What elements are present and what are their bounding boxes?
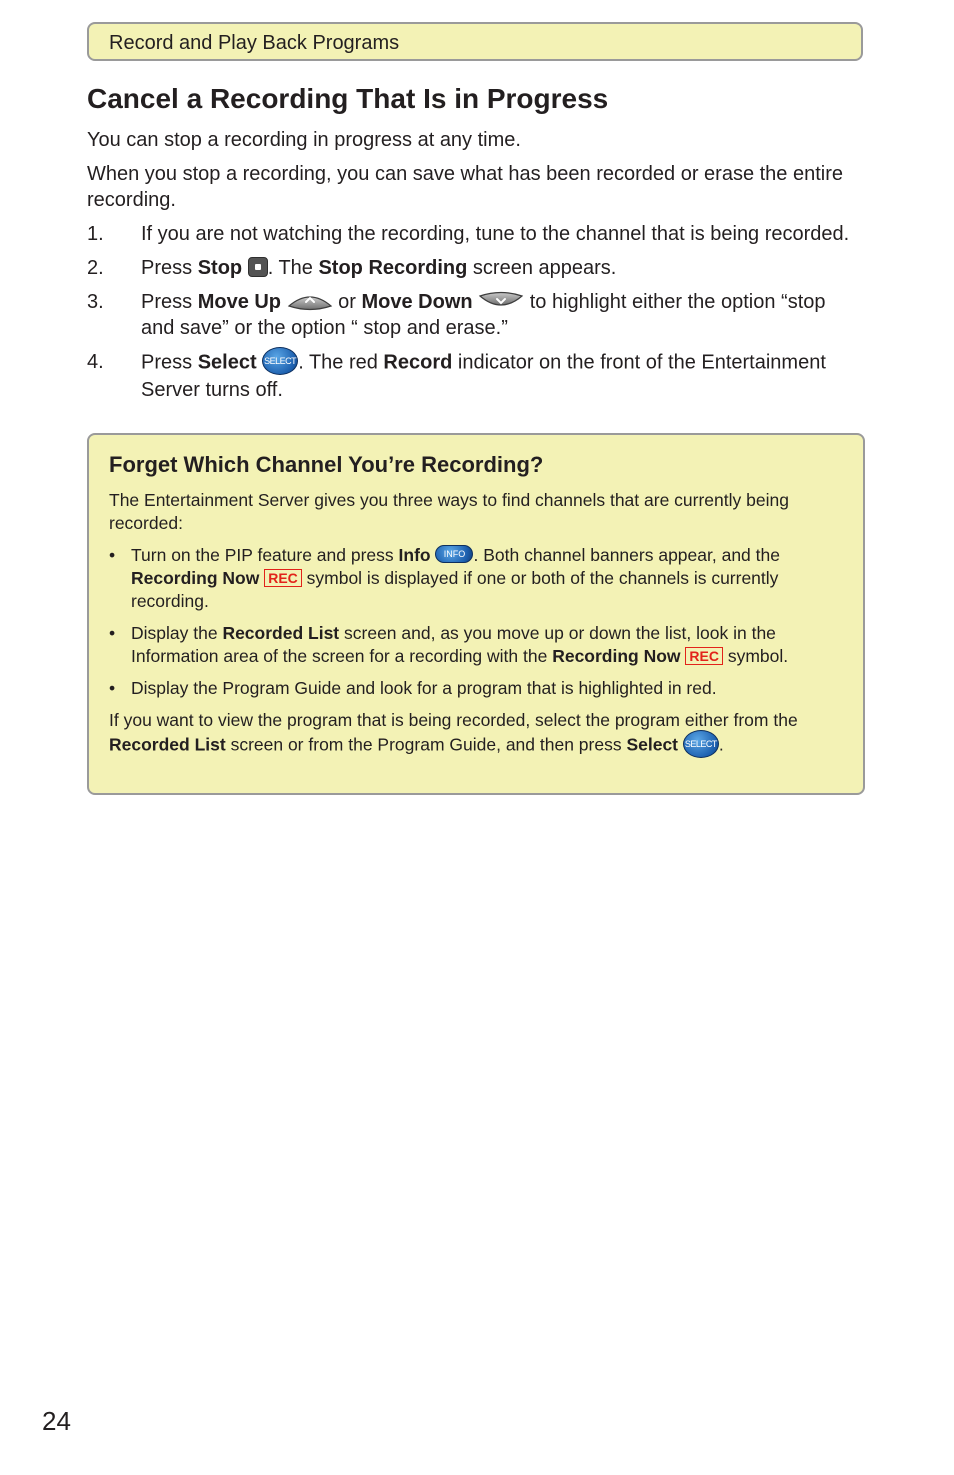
tip-box: [87, 433, 865, 795]
step-text: Press: [141, 351, 198, 374]
page-title: Cancel a Recording That Is in Progress: [87, 83, 609, 114]
recording-now-label: Recording Now: [131, 568, 260, 588]
tip-text: If you want to view the program that is being recorded, select the program either from the: [109, 710, 798, 730]
select-button-label: Select: [626, 734, 679, 755]
recorded-list-label: Recorded List: [222, 623, 340, 643]
step-3: [87, 289, 863, 341]
tip-bullet-3: [109, 677, 841, 700]
tip-text: . Both channel banners appear, and the: [473, 545, 780, 565]
intro-paragraph-1: You can stop a recording in progress at any time.: [87, 129, 521, 151]
tip-bullet-1: [109, 544, 841, 613]
tip-intro: The Entertainment Server gives you three ways to find channels that are currently being recorded:: [109, 490, 789, 533]
step-text: Press: [141, 257, 198, 279]
step-4: [87, 349, 863, 403]
step-number: 3.: [87, 291, 104, 313]
info-button-icon: INFO: [435, 545, 473, 563]
step-text: screen appears.: [467, 257, 617, 279]
info-button-label: Info: [398, 545, 431, 565]
move-down-button-icon: [478, 291, 524, 311]
step-number: 2.: [87, 257, 104, 279]
tip-text: symbol is displayed if one or both of the channels is currently recording.: [131, 568, 779, 611]
tip-text: symbol.: [727, 646, 789, 666]
page-number: 24: [42, 1406, 71, 1436]
bullet-mark: •: [109, 623, 116, 643]
step-text: or: [332, 291, 362, 313]
step-number: 1.: [87, 223, 104, 245]
bullet-mark: •: [109, 545, 116, 565]
recorded-list-label: Recorded List: [109, 734, 226, 755]
select-button-label: Select: [197, 351, 257, 374]
recording-now-label: Recording Now: [552, 646, 681, 666]
tip-text: Display the: [131, 623, 223, 643]
stop-recording-screen-name: Stop Recording: [318, 257, 468, 279]
step-text: . The red: [298, 351, 384, 374]
select-button-icon: SELECT: [683, 730, 719, 758]
step-text: If you are not watching the recording, tune to the channel that is being recorded.: [141, 223, 850, 245]
step-text: . The: [267, 257, 319, 279]
section-header-bar: [87, 22, 863, 61]
tip-text: .: [718, 734, 724, 755]
move-up-button-label: Move Up: [197, 291, 282, 313]
tip-text: Display the Program Guide and look for a program that is highlighted in red.: [131, 678, 717, 698]
tip-bullet-list: [109, 544, 841, 700]
bullet-mark: •: [109, 678, 116, 698]
tip-outro: [109, 709, 841, 760]
rec-indicator-icon: REC: [264, 569, 302, 587]
step-text: indicator on the front of the Entertainment Server turns off.: [141, 351, 826, 401]
step-text: Press: [141, 291, 198, 313]
rec-indicator-icon: REC: [685, 647, 723, 665]
stop-button-icon: [248, 257, 268, 277]
intro-paragraph-2: When you stop a recording, you can save what has been recorded or erase the entire recording.: [87, 163, 844, 211]
tip-text: screen and, as you move up or down the list, look in the Information area of the screen for a recording with the: [131, 623, 776, 666]
step-number: 4.: [87, 351, 104, 373]
record-indicator-label: Record: [383, 351, 453, 374]
step-text: to highlight either the option “stop and save” or the option “ stop and erase.”: [141, 291, 826, 339]
tip-bullet-2: [109, 622, 841, 668]
tip-text: screen or from the Program Guide, and then press: [225, 734, 627, 755]
select-button-icon: SELECT: [262, 347, 298, 375]
tip-text: Turn on the PIP feature and press: [131, 545, 399, 565]
tip-title: Forget Which Channel You’re Recording?: [109, 452, 544, 477]
stop-button-label: Stop: [197, 257, 243, 279]
step-1: [87, 221, 863, 247]
move-down-button-label: Move Down: [361, 291, 473, 313]
move-up-button-icon: [287, 291, 333, 311]
steps-list: [87, 221, 863, 403]
main-content: [87, 127, 863, 411]
step-2: [87, 255, 863, 281]
section-header-label: Record and Play Back Programs: [109, 32, 400, 54]
